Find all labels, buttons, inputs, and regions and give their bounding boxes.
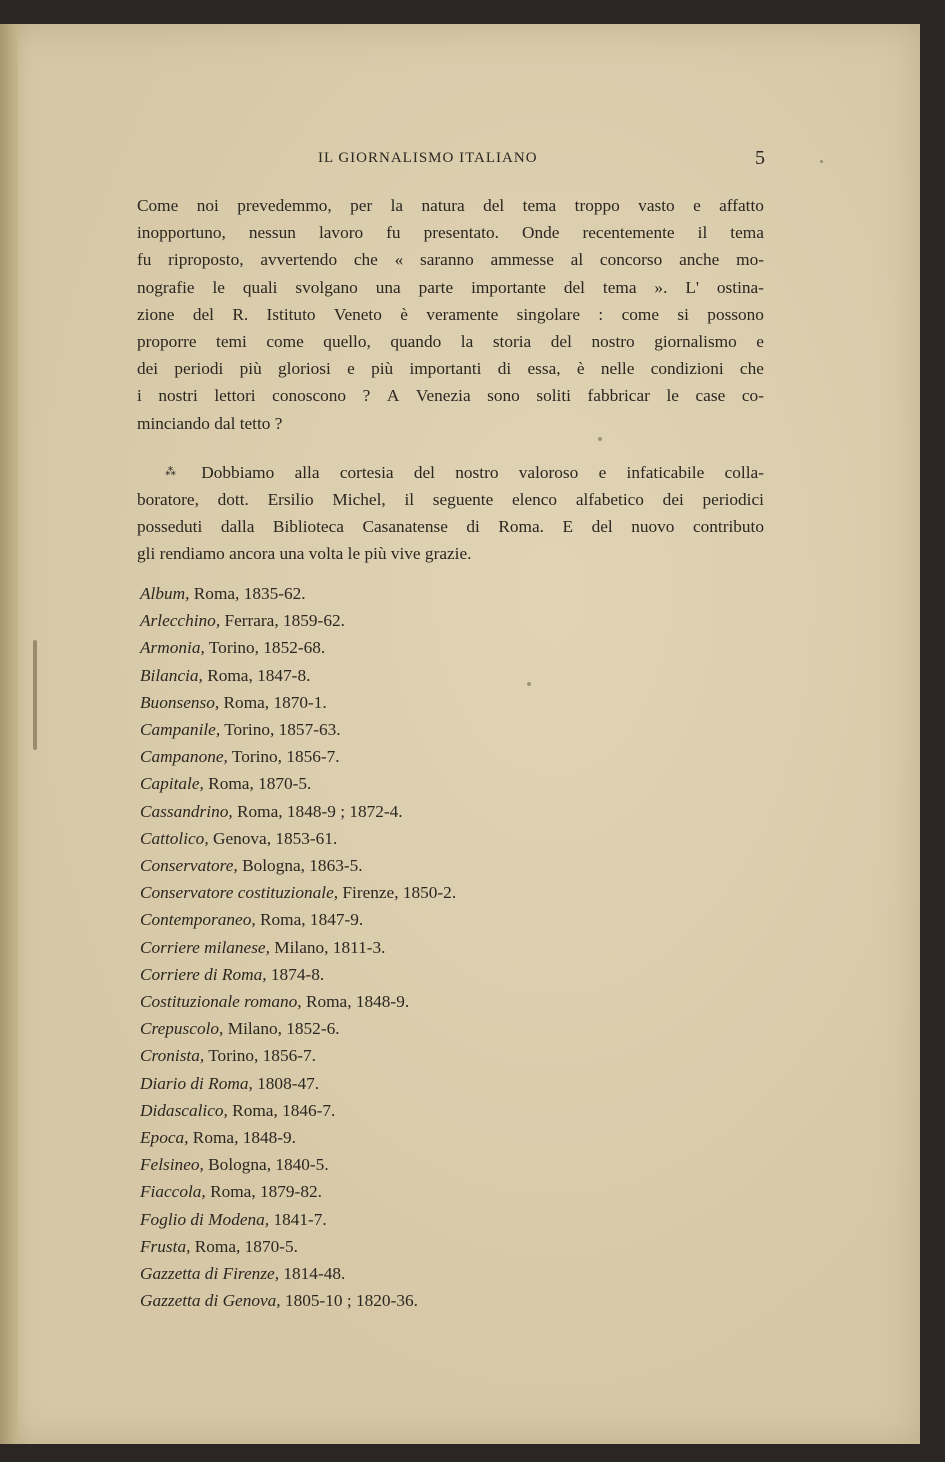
periodical-entry [140,1124,640,1151]
periodical-entry [140,798,640,825]
periodical-entry [140,1233,640,1260]
periodical-title: Conservatore costituzionale, [140,883,339,903]
text-line: zione del R. Istituto Veneto è veramente singolare : come si possono [137,304,764,324]
periodical-entry [140,743,640,770]
periodical-title: Costituzionale romano, [140,992,302,1012]
periodical-title: Album, [140,584,190,603]
periodical-title: Armonia, [140,638,205,658]
periodical-entry [140,634,640,661]
text-line: minciando dal tetto ? [137,413,283,433]
text-line: gli rendiamo ancora una volta le più vive grazie. [137,544,472,564]
periodical-title: Crepuscolo, [140,1019,224,1039]
periodical-details: Roma, 1848-9. [192,1128,296,1148]
paragraph-competition [137,192,764,437]
paragraph-gap [137,437,764,459]
periodical-details: Roma, 1870-5. [194,1236,298,1256]
text-line: ⁂ Dobbiamo alla cortesia del nostro valoroso e infaticabile colla- [137,459,764,486]
periodical-details: Torino, 1856-7. [208,1046,316,1066]
periodical-details: Roma, 1870-1. [223,692,327,712]
running-header [140,147,765,172]
text-line: i nostri lettori conoscono ? A Venezia sono soliti fabbricar le case co- [137,386,764,406]
periodical-details: Genova, 1853-61. [212,828,338,848]
periodical-entry [140,906,640,933]
periodical-title: Cattolico, [140,828,209,848]
periodical-entry [140,852,640,879]
periodical-details: 1841-7. [273,1209,327,1229]
periodical-entry [140,961,640,988]
text-line: dei periodi più gloriosi e più importanti di essa, è nelle condizioni che [137,359,764,379]
running-title: IL GIORNALISMO ITALIANO [318,150,538,166]
asterism-mark: ⁂ [165,465,175,478]
periodical-title: Buonsenso, [140,692,220,712]
periodical-details: Roma, 1870-5. [208,774,312,794]
periodical-title: Epoca, [140,1128,189,1148]
periodical-title: Arlecchino, [140,611,221,631]
text-line: boratore, dott. Ersilio Michel, il seguente elenco alfabetico dei periodici [137,490,764,510]
text-line: inopportuno, nessun lavoro fu presentato. Onde recentemente il tema [137,223,764,243]
ink-speck [820,160,823,163]
periodical-title: Felsineo, [140,1155,204,1175]
periodical-title: Capitale, [140,774,204,794]
periodical-details: Roma, 1848-9 ; 1872-4. [237,801,403,821]
periodical-entry [140,1070,640,1097]
periodical-details: Roma, 1835-62. [193,584,306,603]
periodical-entry [140,1260,640,1287]
periodical-entry [140,1015,640,1042]
paragraph-acknowledgement [137,459,764,568]
periodical-title: Diario di Roma, [140,1073,253,1093]
periodical-entry [140,1287,640,1314]
periodical-entry [140,1097,640,1124]
periodical-details: Roma, 1847-8. [207,665,311,685]
periodical-entry [140,716,640,743]
periodicals-list [140,580,640,1314]
body-text [137,192,764,568]
periodical-title: Didascalico, [140,1100,228,1120]
periodical-entry [140,1206,640,1233]
periodical-title: Gazzetta di Firenze, [140,1264,280,1284]
periodical-details: Roma, 1848-9. [305,992,410,1012]
periodical-entry [140,689,640,716]
periodical-title: Cronista, [140,1046,205,1066]
periodical-details: 1808-47. [257,1073,320,1093]
text-line: proporre temi come quello, quando la storia del nostro giornalismo e [137,332,764,352]
periodical-details: Milano, 1852-6. [227,1019,340,1039]
binding-mark [33,640,37,750]
periodical-entry [140,934,640,961]
periodical-title: Frusta, [140,1236,191,1256]
periodical-title: Fiaccola, [140,1182,206,1202]
periodical-entry [140,580,640,607]
periodical-entry [140,770,640,797]
periodical-title: Foglio di Modena, [140,1209,270,1229]
periodical-details: Firenze, 1850-2. [342,883,457,903]
periodical-entry [140,1151,640,1178]
periodical-entry [140,879,640,906]
periodical-details: Torino, 1857-63. [224,720,341,740]
periodical-title: Campanile, [140,720,221,740]
periodical-details: Roma, 1879-82. [210,1182,322,1202]
periodical-details: Roma, 1847-9. [260,910,364,930]
periodical-details: Milano, 1811-3. [274,937,386,957]
periodical-title: Cassandrino, [140,801,233,821]
periodical-title: Bilancia, [140,665,203,685]
periodical-entry [140,1178,640,1205]
periodical-entry [140,988,640,1015]
periodical-details: Ferrara, 1859-62. [224,611,345,631]
text-line: fu riproposto, avvertendo che « saranno ammesse al concorso anche mo- [137,250,764,270]
periodical-details: 1874-8. [270,964,325,984]
periodical-details: Bologna, 1863-5. [242,856,363,876]
page-edge [0,24,18,1444]
periodical-entry [140,662,640,689]
periodical-details: Torino, 1856-7. [231,747,340,767]
periodical-entry [140,607,640,634]
periodical-title: Conservatore, [140,856,238,876]
periodical-details: Roma, 1846-7. [232,1100,336,1120]
periodical-title: Campanone, [140,747,228,767]
text-line: posseduti dalla Biblioteca Casanatense di Roma. E del nuovo contributo [137,517,764,537]
periodical-title: Corriere di Roma, [140,964,267,984]
periodical-details: Torino, 1852-68. [208,638,326,658]
periodical-entry [140,1042,640,1069]
periodical-title: Corriere milanese, [140,937,270,957]
periodical-details: Bologna, 1840-5. [208,1155,329,1175]
page-number: 5 [755,147,765,169]
periodical-entry [140,825,640,852]
periodical-title: Gazzetta di Genova, [140,1291,281,1311]
text-line: Come noi prevedemmo, per la natura del tema troppo vasto e affatto [137,196,764,215]
periodical-details: 1814-48. [283,1264,346,1284]
periodical-details: 1805-10 ; 1820-36. [284,1291,418,1311]
periodical-title: Contemporaneo, [140,910,256,930]
text-line: nografie le quali svolgano una parte importante del tema ». L' ostina- [137,277,764,297]
